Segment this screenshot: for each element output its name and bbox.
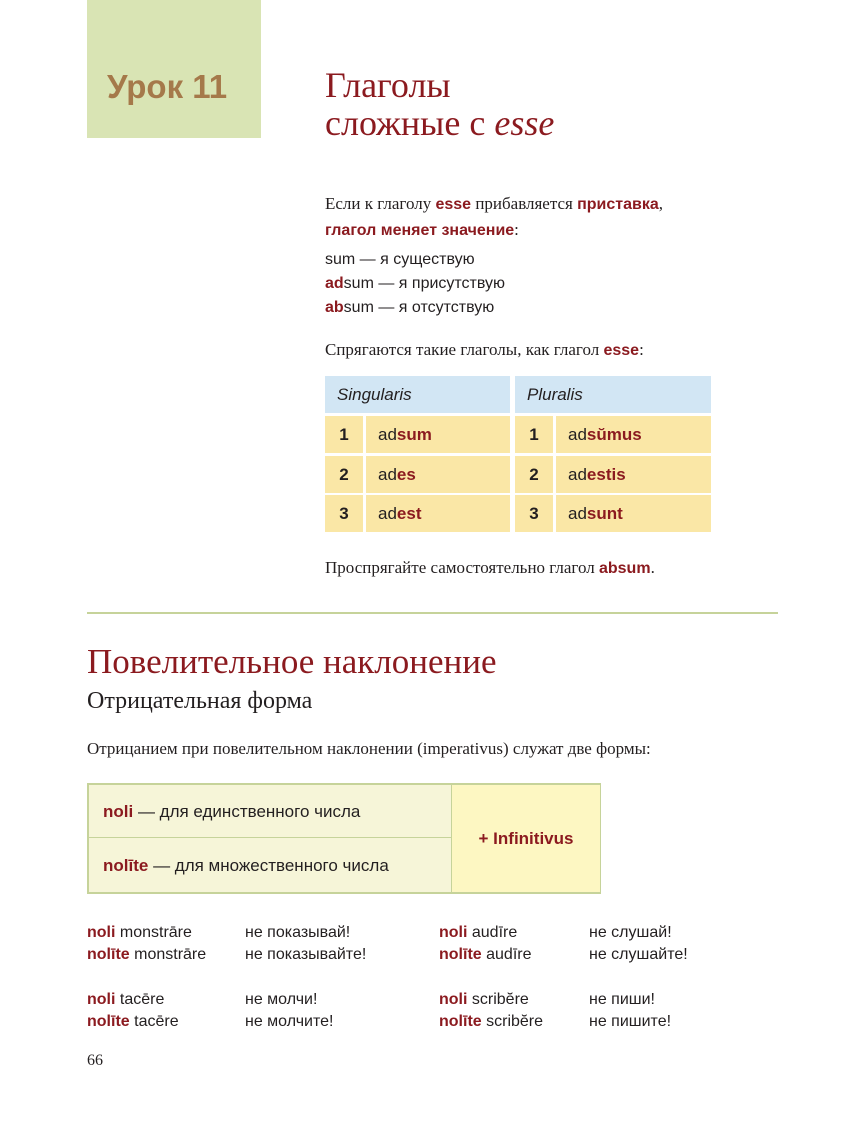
example-latin xyxy=(87,922,192,944)
section-heading: Повелительное наклонение xyxy=(87,642,497,681)
form-stem: ad xyxy=(568,504,587,523)
noli-word: noli xyxy=(103,802,134,821)
nolite-word: nolīte xyxy=(103,856,149,875)
intro-line-1 xyxy=(325,191,663,217)
intro-meaning-change: глагол меняет значение xyxy=(325,222,515,239)
example-translation: не слушайте! xyxy=(589,946,688,963)
example-translation: не слушай! xyxy=(589,924,672,941)
example-prefix: ad xyxy=(325,275,344,292)
row-number: 3 xyxy=(325,495,363,532)
row-number: 2 xyxy=(515,456,553,493)
infinitivus-cell: + Infinitivus xyxy=(451,785,600,892)
example-negation: noli xyxy=(439,924,468,941)
example-negation: noli xyxy=(87,991,116,1008)
conjugation-intro-text: Спрягаются такие глаголы, как глагол xyxy=(325,340,604,359)
plural-form xyxy=(556,456,711,493)
form-stem: ad xyxy=(568,425,587,444)
form-ending: est xyxy=(396,504,422,523)
title-line-1: Глаголы xyxy=(325,65,451,105)
example-latin xyxy=(87,944,206,966)
form-stem: ad xyxy=(378,465,397,484)
example-latin xyxy=(87,989,164,1011)
form-ending: sŭmus xyxy=(586,425,642,444)
example-negation: noli xyxy=(439,991,468,1008)
example-verb: audīre xyxy=(481,946,532,963)
example-item xyxy=(325,272,505,296)
example-translation: не показывайте! xyxy=(245,946,367,963)
plural-form xyxy=(556,416,711,453)
plural-form xyxy=(556,495,711,532)
section-subheading: Отрицательная форма xyxy=(87,688,313,714)
example-verb: tacēre xyxy=(115,991,165,1008)
section-divider xyxy=(87,612,778,614)
example-verb: tacēre xyxy=(129,1013,179,1030)
lesson-label: Урок 11 xyxy=(107,68,228,105)
example-negation: nolīte xyxy=(439,946,482,963)
example-negation: nolīte xyxy=(87,946,130,963)
exercise-verb: absum xyxy=(598,560,651,577)
example-latin xyxy=(87,1011,179,1033)
noli-table xyxy=(87,783,601,894)
singular-form xyxy=(366,416,510,453)
row-number: 2 xyxy=(325,456,363,493)
noli-row-singular xyxy=(89,785,451,838)
example-text: sum — я присутствую xyxy=(343,275,506,292)
example-latin xyxy=(439,944,531,966)
exercise-text xyxy=(325,555,655,581)
singular-form xyxy=(366,456,510,493)
example-verb: audīre xyxy=(467,924,518,941)
conjugation-intro-end: : xyxy=(639,340,644,359)
example-negation: nolīte xyxy=(87,1013,130,1030)
intro-text-1: Если к глаголу xyxy=(325,194,436,213)
intro-text-3: , xyxy=(658,194,664,213)
nolite-description: — для множественного числа xyxy=(148,856,389,875)
row-number: 3 xyxy=(515,495,553,532)
noli-row-plural xyxy=(89,839,451,892)
example-item xyxy=(325,248,505,272)
intro-prefix-word: приставка xyxy=(577,196,659,213)
exercise-body: Проспрягайте самостоятельно глагол xyxy=(325,558,599,577)
example-prefix: ab xyxy=(325,299,344,316)
form-stem: ad xyxy=(568,465,587,484)
example-translation: не пиши! xyxy=(589,991,655,1008)
row-number: 1 xyxy=(325,416,363,453)
example-list xyxy=(325,248,505,320)
title-line-2-text: сложные с xyxy=(325,103,495,143)
example-translation: не показывай! xyxy=(245,924,351,941)
example-item xyxy=(325,296,505,320)
example-negation: noli xyxy=(87,924,116,941)
example-text: sum — я существую xyxy=(325,251,475,268)
singular-form xyxy=(366,495,510,532)
example-latin xyxy=(439,989,529,1011)
example-translation: не пишите! xyxy=(589,1013,672,1030)
singular-header: Singularis xyxy=(325,376,510,413)
form-stem: ad xyxy=(378,425,397,444)
page-number: 66 xyxy=(87,1052,103,1069)
intro-text-4: : xyxy=(514,220,519,239)
form-ending: sunt xyxy=(586,504,623,523)
intro-esse: esse xyxy=(435,196,472,213)
title-line-2-italic: esse xyxy=(494,103,555,143)
intro-line-2 xyxy=(325,217,663,243)
conjugation-intro-verb: esse xyxy=(603,342,640,359)
form-ending: es xyxy=(396,465,416,484)
noli-description: — для единственного числа xyxy=(133,802,361,821)
row-number: 1 xyxy=(515,416,553,453)
form-ending: estis xyxy=(586,465,626,484)
form-ending: sum xyxy=(396,425,432,444)
example-verb: scribĕre xyxy=(467,991,529,1008)
example-negation: nolīte xyxy=(439,1013,482,1030)
title-line-2 xyxy=(325,104,554,142)
example-verb: monstrāre xyxy=(115,924,192,941)
example-verb: monstrāre xyxy=(129,946,207,963)
example-translation: не молчи! xyxy=(245,991,318,1008)
example-latin xyxy=(439,1011,543,1033)
form-stem: ad xyxy=(378,504,397,523)
example-verb: scribĕre xyxy=(481,1013,544,1030)
intro-text-2: прибавляется xyxy=(471,194,578,213)
plural-header: Pluralis xyxy=(515,376,711,413)
page-title xyxy=(325,66,554,142)
exercise-end: . xyxy=(650,558,655,577)
conjugation-intro xyxy=(325,337,644,363)
example-latin xyxy=(439,922,517,944)
example-text: sum — я отсутствую xyxy=(343,299,495,316)
intro-paragraph xyxy=(325,191,663,243)
section-intro: Отрицанием при повелительном наклонении (imperativus) служат две формы: xyxy=(87,739,651,758)
example-translation: не молчите! xyxy=(245,1013,334,1030)
